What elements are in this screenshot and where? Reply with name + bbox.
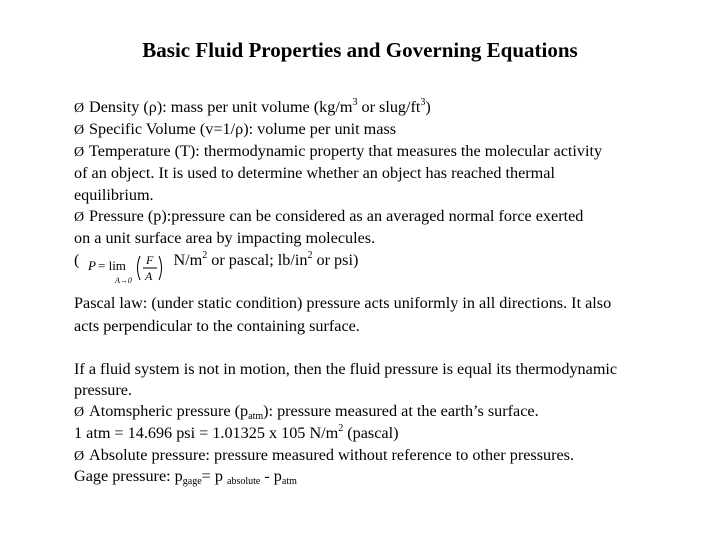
arrow-bullet-icon: Ø — [74, 101, 85, 116]
svg-text:F: F — [146, 253, 154, 267]
density-line: Ø Density (ρ): mass per unit volume ($kg/m^3$ or slug/$ft^3$) — [74, 97, 431, 116]
pressure-formula — [88, 250, 166, 288]
svg-text:A: A — [145, 269, 153, 283]
absolute-line: Ø Absolute pressure: pressure measured without reference to other pressures. — [74, 446, 575, 464]
temperature-line-2: of an object. It is used to determine whether an object has reached thermal — [74, 164, 555, 182]
atm-line: Ø Atomspheric pressure $(p_{atm})$: pressure measured at the earth’s surface. — [74, 402, 539, 422]
atm-value-line: 1 atm = 14.696 psi = 1.01325 x 105 $N/m^2$ (pascal) — [74, 423, 399, 442]
svg-text:= lim: = lim — [98, 258, 126, 273]
arrow-bullet-icon: Ø — [74, 449, 85, 464]
gage-line: Gage pressure: $p_{gage}= p$ $_{absolute} - p_{atm}$ — [74, 467, 297, 487]
temperature-line: Ø Temperature (T): thermodynamic property that measures the molecular activity — [74, 142, 603, 160]
fluid-line: If a fluid system is not in motion, then the fluid pressure is equal its thermodynamic — [74, 360, 618, 378]
svg-text:A→0: A→0 — [115, 276, 132, 285]
arrow-bullet-icon: Ø — [74, 123, 85, 138]
pressure-line-2: on a unit surface area by impacting molecules. — [74, 229, 376, 247]
svg-text:P: P — [88, 258, 96, 273]
temperature-line-3: equilibrium. — [74, 186, 154, 204]
pressure-units-line: ( $N/m^2$ or pascal; $lb/in^2$ or psi) — [74, 250, 359, 269]
arrow-bullet-icon: Ø — [74, 210, 85, 225]
fluid-line-2: pressure. — [74, 381, 132, 399]
pressure-line: Ø Pressure (p):pressure can be considered as an averaged normal force exerted — [74, 207, 584, 225]
pascal-line: Pascal law: (under static condition) pressure acts uniformly in all directions. It also — [74, 294, 612, 312]
arrow-bullet-icon: Ø — [74, 145, 85, 160]
pascal-line-2: acts perpendicular to the containing surface. — [74, 317, 360, 335]
specific-volume-line: Ø Specific Volume (v=1/ρ): volume per unit mass — [74, 120, 397, 138]
slide-title: Basic Fluid Properties and Governing Equations — [142, 38, 578, 62]
arrow-bullet-icon: Ø — [74, 405, 85, 420]
